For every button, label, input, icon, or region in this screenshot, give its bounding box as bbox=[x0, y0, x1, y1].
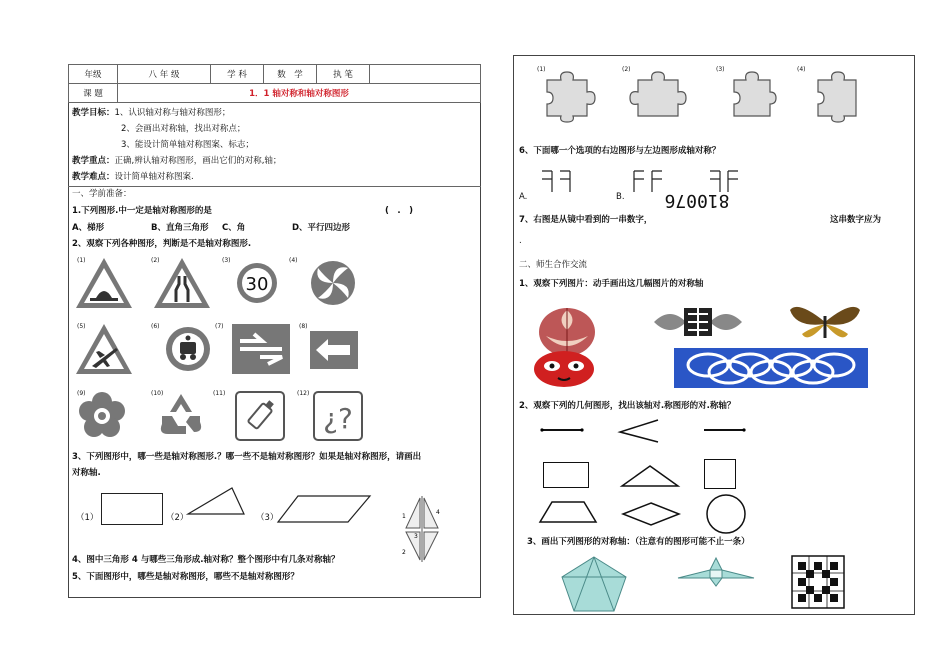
tri-num-4: 4 bbox=[436, 509, 440, 516]
puzzle-piece-1-icon bbox=[541, 70, 597, 124]
tri-num-2: 2 bbox=[402, 549, 406, 556]
p3-text: 3、画出下列图形的对称轴：（注意有的图形可能不止一条） bbox=[527, 537, 750, 547]
q7-dot: . bbox=[519, 236, 522, 246]
author-label: 执 笔 bbox=[317, 65, 370, 84]
q6-option-a: A. bbox=[519, 192, 528, 202]
sign-label-8: (8) bbox=[299, 323, 308, 330]
subject-label: 学 科 bbox=[211, 65, 264, 84]
section-2-heading: 二、师生合作交流 bbox=[519, 260, 588, 270]
header-table bbox=[68, 64, 481, 103]
pinwheel-figure bbox=[676, 556, 756, 588]
road-narrows-sign-icon bbox=[152, 256, 212, 310]
swirl-logo-icon bbox=[310, 260, 356, 306]
q5-text: 5、下面图形中，哪些是轴对称图形，哪些不是轴对称图形？ bbox=[72, 572, 299, 582]
sign-label-5: (5) bbox=[77, 323, 86, 330]
checker-pattern-figure bbox=[792, 556, 844, 608]
double-happiness-image bbox=[650, 304, 746, 340]
q3-label-3: （3） bbox=[256, 513, 279, 523]
baby-bottle-sign-icon bbox=[234, 390, 286, 442]
q1-paren: ( . ) bbox=[385, 206, 413, 216]
difficulty-text: 设计简单轴对称图案. bbox=[114, 172, 194, 182]
rectangle-shape bbox=[101, 493, 163, 525]
mirror-number-text: 810076 bbox=[664, 190, 730, 211]
p1-text: 1、观察下列图片：动手画出这几幅图片的对称轴 bbox=[519, 279, 704, 289]
goal-2: 2、会画出对称轴，找出对称点； bbox=[121, 124, 246, 134]
angle-shape bbox=[618, 418, 660, 444]
q1-option-d: D、平行四边形 bbox=[292, 223, 351, 233]
sign-label-10: (10) bbox=[151, 390, 164, 397]
airport-warning-sign-icon bbox=[74, 322, 134, 376]
q3-label-2: （2） bbox=[166, 513, 189, 523]
q1-text: 1.下列图形.中一定是轴对称图形的是 bbox=[72, 206, 212, 216]
parallelogram-shape bbox=[276, 494, 372, 524]
difficulty-label: 教学难点： bbox=[72, 172, 115, 182]
isosceles-triangle-shape bbox=[620, 464, 680, 488]
sign-label-11: (11) bbox=[213, 390, 226, 397]
key-point bbox=[72, 156, 281, 167]
trapezoid-shape bbox=[538, 500, 598, 524]
q7-tail: 这串数字应为 bbox=[830, 215, 882, 225]
rhombus-shape bbox=[621, 501, 681, 527]
section-1-heading: 一、学前准备： bbox=[72, 189, 132, 199]
square-shape bbox=[704, 459, 736, 489]
q2-text: 2、观察下列各种图形，判断是不是轴对称图形. bbox=[72, 239, 252, 249]
subject-value: 数 学 bbox=[264, 65, 317, 84]
grade-label: 年级 bbox=[69, 65, 118, 84]
left-arrow-sign-icon bbox=[310, 331, 358, 369]
q7-text: 7、右图是从镜中看到的一串数字， bbox=[519, 215, 653, 225]
olympic-rings-image bbox=[674, 348, 868, 388]
tri-num-3: 3 bbox=[414, 533, 418, 540]
four-triangles-figure bbox=[400, 496, 444, 562]
rose-logo-icon bbox=[78, 392, 126, 440]
sign-label-9: (9) bbox=[77, 390, 86, 397]
key-point-text: 正确,辨认轴对称图形，画出它们的对称,轴； bbox=[114, 156, 282, 166]
puzzle-label-4: (4) bbox=[797, 66, 806, 73]
puzzle-piece-4-icon bbox=[812, 70, 864, 124]
key-point-label: 教学重点： bbox=[72, 156, 115, 166]
sign-label-12: (12) bbox=[297, 390, 310, 397]
topic-label: 课 题 bbox=[69, 84, 118, 103]
question-mark-sign-icon bbox=[312, 390, 364, 442]
q6-text: 6、下面哪一个选项的右边图形与左边图形成轴对称？ bbox=[519, 146, 721, 156]
sign-label-1: (1) bbox=[77, 257, 86, 264]
q3-line-2: 对称轴. bbox=[72, 468, 101, 478]
q6-option-b: B. bbox=[616, 192, 625, 202]
puzzle-label-1: (1) bbox=[537, 66, 546, 73]
pentagon-star-figure bbox=[560, 555, 628, 613]
line-segment-shape bbox=[702, 425, 746, 435]
puzzle-label-2: (2) bbox=[622, 66, 631, 73]
goal-1: 1、认识轴对称与轴对称图形； bbox=[114, 108, 231, 118]
sign-label-7: (7) bbox=[215, 323, 224, 330]
question-mark-glyph: ¿? bbox=[323, 402, 353, 435]
author-value bbox=[370, 65, 481, 84]
bump-warning-sign-icon bbox=[74, 256, 134, 310]
section-divider bbox=[68, 186, 481, 187]
goals-label: 教学目标： bbox=[72, 108, 115, 118]
recycle-icon bbox=[156, 392, 206, 438]
segment-shape bbox=[540, 425, 584, 435]
difficulty bbox=[72, 172, 194, 183]
sign-label-4: (4) bbox=[289, 257, 298, 264]
mirror-number bbox=[662, 188, 732, 212]
q1-option-a: A、梯形 bbox=[72, 223, 105, 233]
butterfly-image bbox=[788, 300, 862, 346]
topic-title: 1．1 轴对称和轴对称图形 bbox=[118, 84, 481, 103]
q1-option-c: C、角 bbox=[222, 223, 246, 233]
p2-text: 2、观察下列的几何图形，找出该轴对.称图形的对.称轴？ bbox=[519, 401, 736, 411]
sign-label-2: (2) bbox=[151, 257, 160, 264]
grade-value: 八 年 级 bbox=[118, 65, 211, 84]
rectangle-shape-2 bbox=[543, 462, 589, 488]
speed-limit-sign-icon bbox=[236, 262, 278, 304]
circle-shape bbox=[705, 494, 747, 534]
q1-option-b: B、直角三角形 bbox=[151, 223, 209, 233]
q3-line-1: 3、下列图形中，哪一些是轴对称图形.？哪一些不是轴对称图形？如果是轴对称图形，请画出 bbox=[72, 452, 422, 462]
goal-3: 3、能设计简单轴对称图案、标志； bbox=[121, 140, 254, 150]
q6-figure-b bbox=[632, 168, 666, 194]
triangle-shape bbox=[186, 486, 246, 516]
railway-logo-icon bbox=[232, 324, 290, 374]
speed-limit-value: 30 bbox=[245, 274, 269, 295]
opera-mask-image bbox=[532, 350, 596, 388]
puzzle-piece-2-icon bbox=[628, 70, 690, 124]
sign-label-3: (3) bbox=[222, 257, 231, 264]
puzzle-piece-3-icon bbox=[728, 70, 778, 124]
sign-label-6: (6) bbox=[151, 323, 160, 330]
puzzle-label-3: (3) bbox=[716, 66, 725, 73]
no-motor-vehicles-sign-icon bbox=[165, 326, 211, 372]
goals-block bbox=[72, 108, 230, 119]
tri-num-1: 1 bbox=[402, 513, 406, 520]
q3-label-1: （1） bbox=[76, 513, 99, 523]
q6-figure-a bbox=[540, 168, 574, 194]
q4-text: 4、图中三角形 4 与哪些三角形成.轴对称？整个图形中有几条对称轴？ bbox=[72, 555, 340, 565]
